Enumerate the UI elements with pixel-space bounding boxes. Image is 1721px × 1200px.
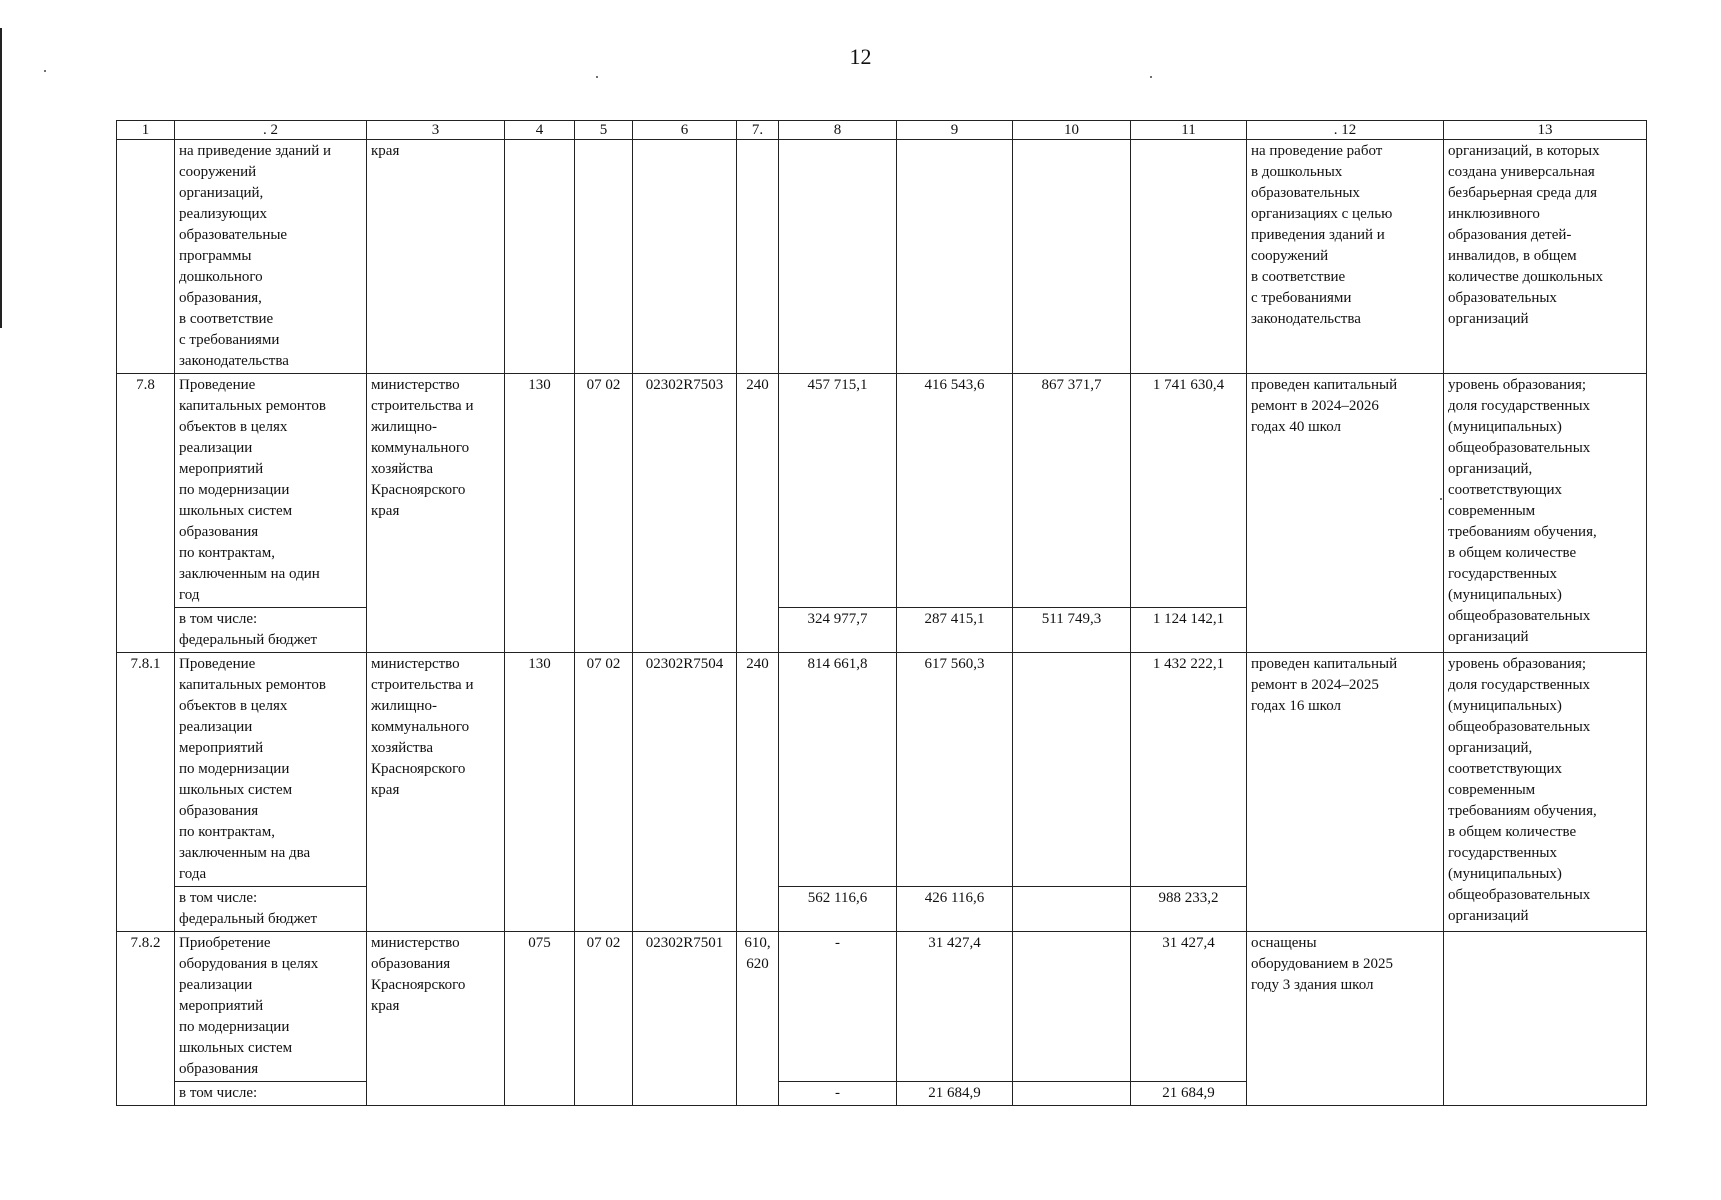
csr-cell (633, 140, 737, 374)
amount-2025-cell: 617 560,3 (897, 653, 1013, 887)
header-cell: 10 (1013, 121, 1131, 140)
header-cell: 11 (1131, 121, 1247, 140)
sub-total-cell: 988 233,2 (1131, 887, 1247, 932)
sub-2025-cell: 21 684,9 (897, 1082, 1013, 1106)
amount-cell (1131, 140, 1247, 374)
amount-2025-cell: 416 543,6 (897, 374, 1013, 608)
amount-2025-cell: 31 427,4 (897, 932, 1013, 1082)
grbs-cell: 130 (505, 374, 575, 653)
header-cell: 6 (633, 121, 737, 140)
rzpr-cell: 07 02 (575, 374, 633, 653)
sub-2025-cell: 426 116,6 (897, 887, 1013, 932)
csr-cell: 02302R7504 (633, 653, 737, 932)
result-cell: на проведение работ в дошкольных образовательных организациях с целью приведения зданий и сооружений в соответствие с требованиями законодательства (1247, 140, 1444, 374)
table-row (117, 374, 1647, 608)
sub-2026-cell (1013, 1082, 1131, 1106)
page-number: 12 (849, 44, 872, 69)
header-cell: . 2 (175, 121, 367, 140)
sub-total-cell: 21 684,9 (1131, 1082, 1247, 1106)
header-cell: 1 (117, 121, 175, 140)
activity-cell: Проведение капитальных ремонтов объектов в целях реализации мероприятий по модернизации школьных систем образования по контрактам, заключенным на два года (175, 653, 367, 887)
sub-label-cell: в том числе: федеральный бюджет (175, 608, 367, 653)
executor-cell: министерство строительства и жилищно- коммунального хозяйства Красноярского края (367, 374, 505, 653)
continued-row (117, 140, 1647, 374)
amount-cell (779, 140, 897, 374)
sub-2025-cell: 287 415,1 (897, 608, 1013, 653)
csr-cell: 02302R7501 (633, 932, 737, 1106)
header-cell: 4 (505, 121, 575, 140)
grbs-cell: 075 (505, 932, 575, 1106)
table-row (117, 932, 1647, 1082)
amount-total-cell: 1 741 630,4 (1131, 374, 1247, 608)
header-cell: 9 (897, 121, 1013, 140)
amount-total-cell: 1 432 222,1 (1131, 653, 1247, 887)
activity-cell: Приобретение оборудования в целях реализации мероприятий по модернизации школьных систем образования (175, 932, 367, 1082)
indicator-cell: уровень образования; доля государственных (муниципальных) общеобразовательных организаций, соответствующих современным требованиям обучения, в общем количестве государственных (муниципальных) общеобразовательных организаций (1444, 653, 1647, 932)
num-cell: 7.8.2 (117, 932, 175, 1106)
executor-cell: министерство строительства и жилищно- коммунального хозяйства Красноярского края (367, 653, 505, 932)
sub-label-cell: в том числе: федеральный бюджет (175, 887, 367, 932)
indicator-cell: организаций, в которых создана универсальная безбарьерная среда для инклюзивного образования детей- инвалидов, в общем количестве дошкольных образовательных организаций (1444, 140, 1647, 374)
sub-2024-cell: 324 977,7 (779, 608, 897, 653)
scan-speck (1150, 76, 1152, 78)
grbs-cell: 130 (505, 653, 575, 932)
scan-edge-line (0, 28, 2, 328)
amount-2026-cell (1013, 932, 1131, 1082)
amount-2024-cell: 814 661,8 (779, 653, 897, 887)
vr-cell (737, 140, 779, 374)
amount-cell (1013, 140, 1131, 374)
scan-speck (44, 70, 46, 72)
sub-2024-cell: - (779, 1082, 897, 1106)
csr-cell: 02302R7503 (633, 374, 737, 653)
amount-2026-cell (1013, 653, 1131, 887)
result-cell: проведен капитальный ремонт в 2024–2025 годах 16 школ (1247, 653, 1444, 932)
sub-label-cell: в том числе: (175, 1082, 367, 1106)
sub-total-cell: 1 124 142,1 (1131, 608, 1247, 653)
rzpr-cell: 07 02 (575, 653, 633, 932)
header-cell: 3 (367, 121, 505, 140)
result-cell: оснащены оборудованием в 2025 году 3 здания школ (1247, 932, 1444, 1106)
grbs-cell (505, 140, 575, 374)
table-row (117, 653, 1647, 887)
amount-2024-cell: 457 715,1 (779, 374, 897, 608)
executor-cell: министерство образования Красноярского края (367, 932, 505, 1106)
indicator-cell (1444, 932, 1647, 1106)
executor-cell: края (367, 140, 505, 374)
sub-2024-cell: 562 116,6 (779, 887, 897, 932)
sub-2026-cell (1013, 887, 1131, 932)
budget-table (116, 120, 1647, 1106)
rzpr-cell (575, 140, 633, 374)
header-row (117, 121, 1647, 140)
amount-2024-cell: - (779, 932, 897, 1082)
amount-total-cell: 31 427,4 (1131, 932, 1247, 1082)
header-cell: 8 (779, 121, 897, 140)
scan-speck (596, 76, 598, 78)
result-cell: проведен капитальный ремонт в 2024–2026 годах 40 школ (1247, 374, 1444, 653)
header-cell: 13 (1444, 121, 1647, 140)
vr-cell: 240 (737, 653, 779, 932)
sub-2026-cell: 511 749,3 (1013, 608, 1131, 653)
num-cell: 7.8.1 (117, 653, 175, 932)
rzpr-cell: 07 02 (575, 932, 633, 1106)
num-cell (117, 140, 175, 374)
num-cell: 7.8 (117, 374, 175, 653)
header-cell: . 12 (1247, 121, 1444, 140)
activity-cell: на приведение зданий и сооружений организаций, реализующих образовательные программы дошкольного образования, в соответствие с требованиями законодательства (175, 140, 367, 374)
indicator-cell: уровень образования; доля государственных (муниципальных) общеобразовательных организаций, соответствующих современным требованиям обучения, в общем количестве государственных (муниципальных) общеобразовательных организаций (1444, 374, 1647, 653)
vr-cell: 240 (737, 374, 779, 653)
activity-cell: Проведение капитальных ремонтов объектов в целях реализации мероприятий по модернизации школьных систем образования по контрактам, заключенным на один год (175, 374, 367, 608)
vr-cell: 610, 620 (737, 932, 779, 1106)
amount-2026-cell: 867 371,7 (1013, 374, 1131, 608)
amount-cell (897, 140, 1013, 374)
header-cell: 7. (737, 121, 779, 140)
header-cell: 5 (575, 121, 633, 140)
